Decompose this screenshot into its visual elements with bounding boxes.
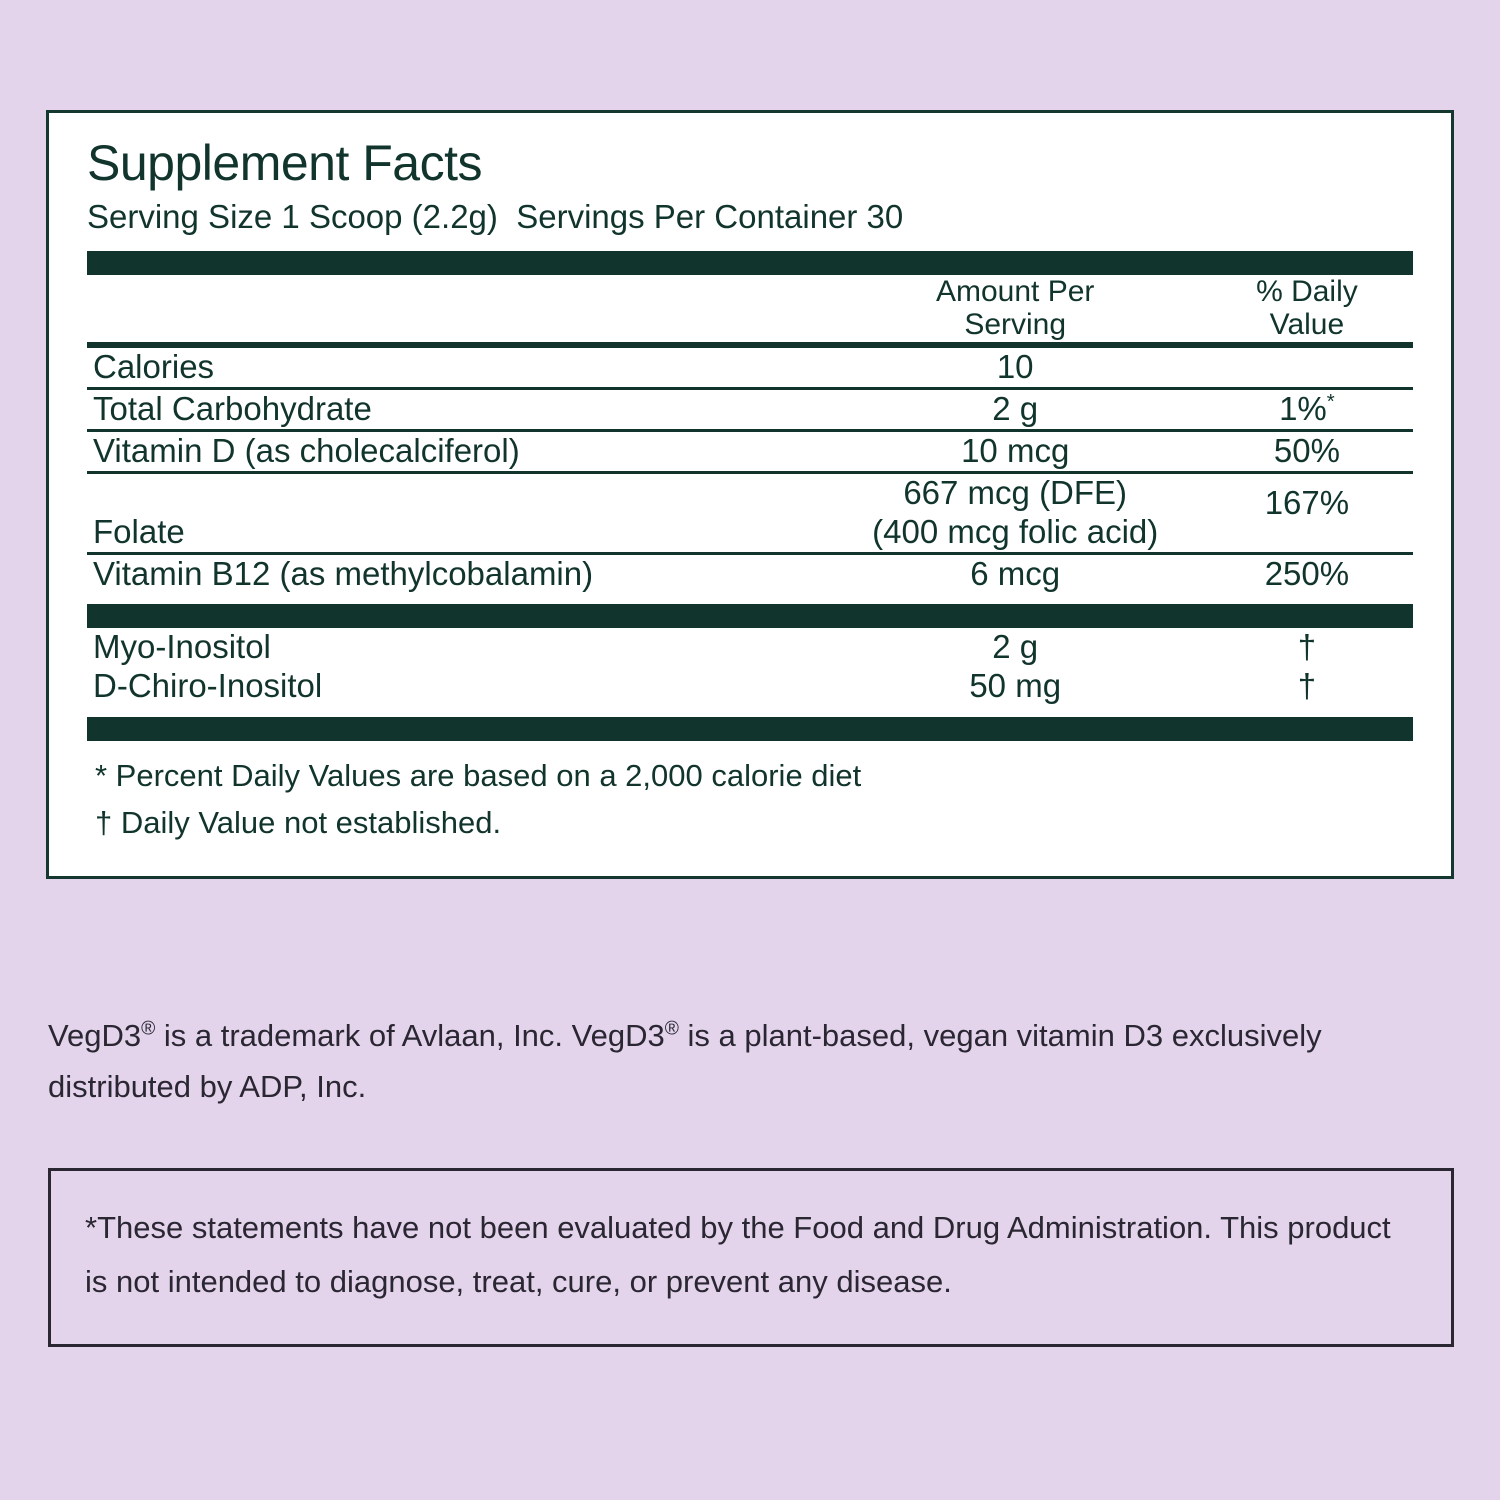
nutrient-amount: 10 xyxy=(830,348,1201,388)
supplement-facts-title: Supplement Facts xyxy=(87,135,482,191)
header-thick-rule xyxy=(87,251,1413,275)
nutrient-name: Folate xyxy=(87,472,830,553)
blend-rows-table xyxy=(87,628,1413,706)
nutrient-amount: 2 g xyxy=(830,388,1201,430)
nutrient-rows-table xyxy=(87,348,1413,594)
table-row xyxy=(87,430,1413,472)
nutrient-daily-value: 167% xyxy=(1201,472,1413,553)
nutrition-table xyxy=(87,275,1413,342)
table-row xyxy=(87,628,1413,667)
footnote-percent-daily-value: * Percent Daily Values are based on a 2,000 calorie diet xyxy=(95,758,862,794)
header-blank-cell xyxy=(87,275,830,342)
dv-footnote-marker: * xyxy=(1326,389,1335,413)
blend-separator-rule xyxy=(87,604,1413,628)
table-header-row xyxy=(87,275,1413,342)
nutrient-amount: 10 mcg xyxy=(830,430,1201,472)
header-dv-line2: Value xyxy=(1269,308,1345,342)
footnote-dagger: † Daily Value not established. xyxy=(95,804,502,840)
fda-disclaimer-box xyxy=(48,1168,1454,1347)
trademark-text-part1: VegD3 xyxy=(48,1018,142,1053)
nutrient-name: Total Carbohydrate xyxy=(87,388,830,430)
nutrient-amount: 6 mcg xyxy=(970,554,1061,592)
footnotes-block xyxy=(87,741,1413,846)
nutrient-name: Vitamin D (as cholecalciferol) xyxy=(87,430,830,472)
serving-info-line: Serving Size 1 Scoop (2.2g) Servings Per Container 30 xyxy=(87,197,904,235)
header-amount-line2: Serving xyxy=(964,308,1067,342)
header-amount-line1: Amount Per xyxy=(935,274,1095,308)
nutrient-amount-main: 667 mcg (DFE) xyxy=(903,473,1128,511)
fda-disclaimer-text: *These statements have not been evaluated by the Food and Drug Administration. This product is not intended to diagnose, treat, cure, or prevent any disease. xyxy=(85,1210,1391,1300)
table-row xyxy=(87,472,1413,553)
trademark-paragraph xyxy=(48,1010,1438,1112)
table-row xyxy=(87,388,1413,430)
trademark-text-part2: is a trademark of Avlaan, Inc. VegD3 xyxy=(155,1018,665,1053)
nutrient-name: Vitamin B12 (as methylcobalamin) xyxy=(93,554,594,592)
header-dv-line1: % Daily xyxy=(1256,274,1358,308)
ingredient-amount: 2 g xyxy=(992,627,1039,665)
ingredient-daily-value: † xyxy=(1297,666,1317,704)
nutrient-daily-value: 250% xyxy=(1264,554,1350,592)
nutrient-amount xyxy=(830,472,1201,553)
ingredient-daily-value: † xyxy=(1297,627,1317,665)
nutrient-amount-sub: (400 mcg folic acid) xyxy=(872,512,1159,550)
nutrient-name: Calories xyxy=(87,348,830,388)
nutrient-daily-value xyxy=(1201,348,1413,388)
table-row xyxy=(87,667,1413,706)
header-daily-value xyxy=(1201,275,1413,342)
registered-mark-icon: ® xyxy=(664,1018,679,1040)
ingredient-name: D-Chiro-Inositol xyxy=(93,666,323,704)
dv-value: 1% xyxy=(1279,389,1327,427)
trademark-text-part3: is a plant-based, vegan vitamin D3 exclusively distributed by ADP, Inc. xyxy=(48,1018,1322,1105)
ingredient-amount: 50 mg xyxy=(969,666,1062,704)
header-amount-per-serving xyxy=(830,275,1201,342)
table-row xyxy=(87,348,1413,388)
footer-thick-rule xyxy=(87,717,1413,741)
table-row xyxy=(87,553,1413,593)
supplement-facts-panel xyxy=(46,110,1454,879)
nutrient-daily-value: 50% xyxy=(1201,430,1413,472)
registered-mark-icon: ® xyxy=(141,1018,156,1040)
nutrient-daily-value xyxy=(1201,388,1413,430)
ingredient-name: Myo-Inositol xyxy=(93,627,271,665)
